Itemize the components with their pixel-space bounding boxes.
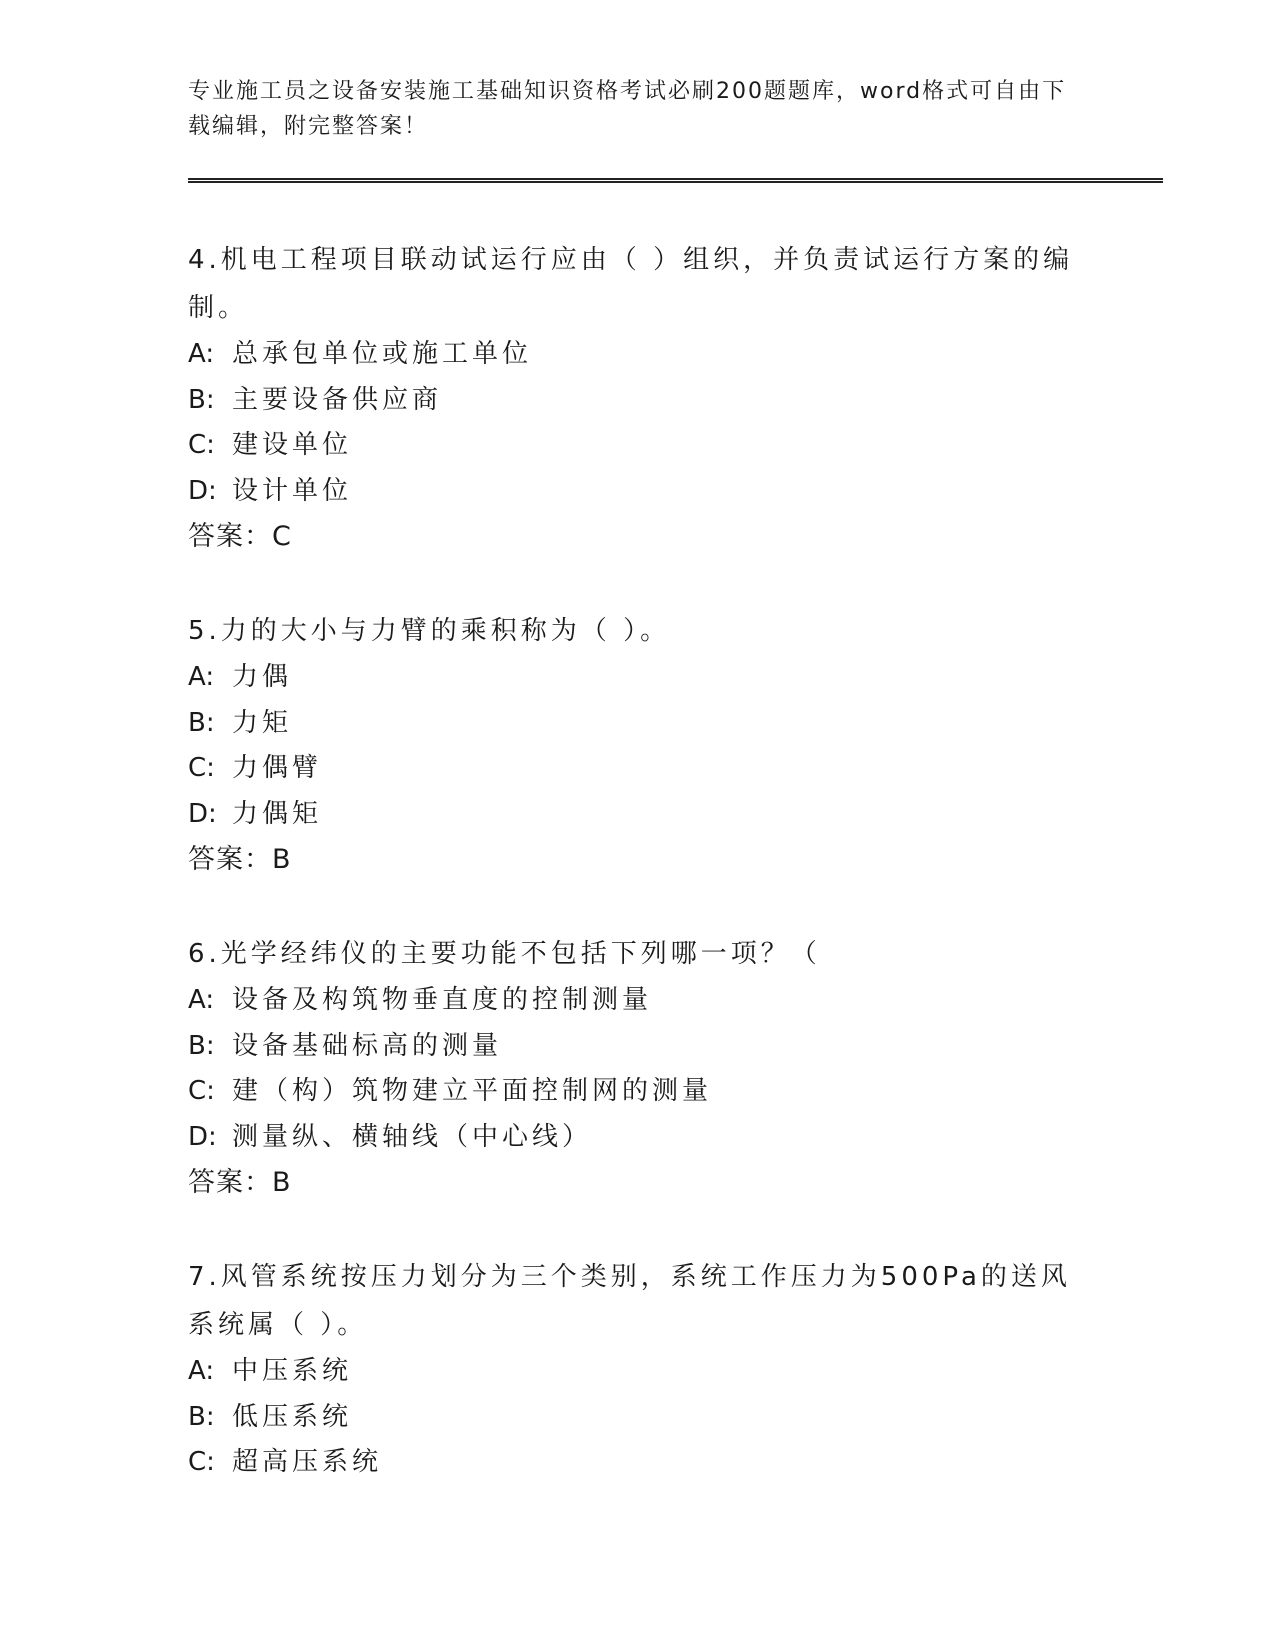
- question-text: 6.光学经纬仪的主要功能不包括下列哪一项？（: [188, 939, 821, 969]
- option-d: [188, 792, 1088, 838]
- option-a: [188, 1349, 1088, 1395]
- question-4: [188, 236, 1088, 560]
- option-c: [188, 423, 1088, 469]
- document-header: 专业施工员之设备安装施工基础知识资格考试必刷200题题库，word格式可自由下载编辑，附完整答案！: [188, 79, 1067, 139]
- question-text: 4.机电工程项目联动试运行应由（ ）组织，并负责试运行方案的编制。: [188, 245, 1074, 323]
- option-b: [188, 1024, 1088, 1070]
- question-6: [188, 930, 1088, 1206]
- option-letter: C:: [188, 753, 215, 783]
- question-text: 5.力的大小与力臂的乘积称为（ ）。: [188, 616, 671, 646]
- option-text: 总承包单位或施工单位: [232, 339, 533, 369]
- option-text: 超高压系统: [232, 1447, 383, 1477]
- option-a: [188, 655, 1088, 701]
- option-text: 测量纵、横轴线（中心线）: [232, 1121, 593, 1152]
- option-text: 中压系统: [232, 1356, 353, 1386]
- option-letter: A:: [188, 339, 215, 369]
- option-letter: A:: [188, 985, 215, 1015]
- option-letter: B:: [188, 1401, 215, 1432]
- question-7: [188, 1253, 1088, 1486]
- option-letter: D:: [188, 798, 217, 829]
- option-text: 力偶: [232, 662, 293, 692]
- option-letter: D:: [188, 475, 217, 506]
- option-d: [188, 1115, 1088, 1161]
- option-text: 设计单位: [232, 475, 353, 506]
- option-letter: D:: [188, 1121, 217, 1152]
- option-d: [188, 469, 1088, 515]
- answer-line: 答案：C: [188, 521, 292, 552]
- option-a: [188, 332, 1088, 378]
- option-letter: B:: [188, 1030, 215, 1061]
- question-5: [188, 607, 1088, 883]
- option-letter: C:: [188, 1076, 215, 1106]
- option-letter: A:: [188, 662, 215, 692]
- question-list: [188, 236, 1088, 1533]
- option-text: 低压系统: [232, 1401, 353, 1432]
- option-c: [188, 746, 1088, 792]
- option-text: 建（构）筑物建立平面控制网的测量: [232, 1076, 713, 1106]
- option-b: [188, 378, 1088, 424]
- option-letter: B:: [188, 384, 215, 415]
- option-text: 力矩: [232, 707, 293, 738]
- option-letter: B:: [188, 707, 215, 738]
- option-text: 设备基础标高的测量: [232, 1030, 503, 1061]
- option-letter: C:: [188, 430, 215, 460]
- option-b: [188, 701, 1088, 747]
- option-text: 设备及构筑物垂直度的控制测量: [232, 985, 653, 1015]
- option-text: 力偶臂: [232, 753, 323, 783]
- answer-line: 答案：B: [188, 844, 292, 875]
- header-divider: [188, 178, 1163, 183]
- option-c: [188, 1069, 1088, 1115]
- option-a: [188, 978, 1088, 1024]
- option-text: 建设单位: [232, 430, 353, 460]
- question-text: 7.风管系统按压力划分为三个类别，系统工作压力为500Pa的送风系统属（ ）。: [188, 1262, 1071, 1340]
- option-c: [188, 1440, 1088, 1486]
- option-text: 主要设备供应商: [232, 384, 443, 415]
- option-text: 力偶矩: [232, 798, 323, 829]
- option-letter: C:: [188, 1447, 215, 1477]
- option-b: [188, 1395, 1088, 1441]
- option-letter: A:: [188, 1356, 215, 1386]
- answer-line: 答案：B: [188, 1167, 292, 1198]
